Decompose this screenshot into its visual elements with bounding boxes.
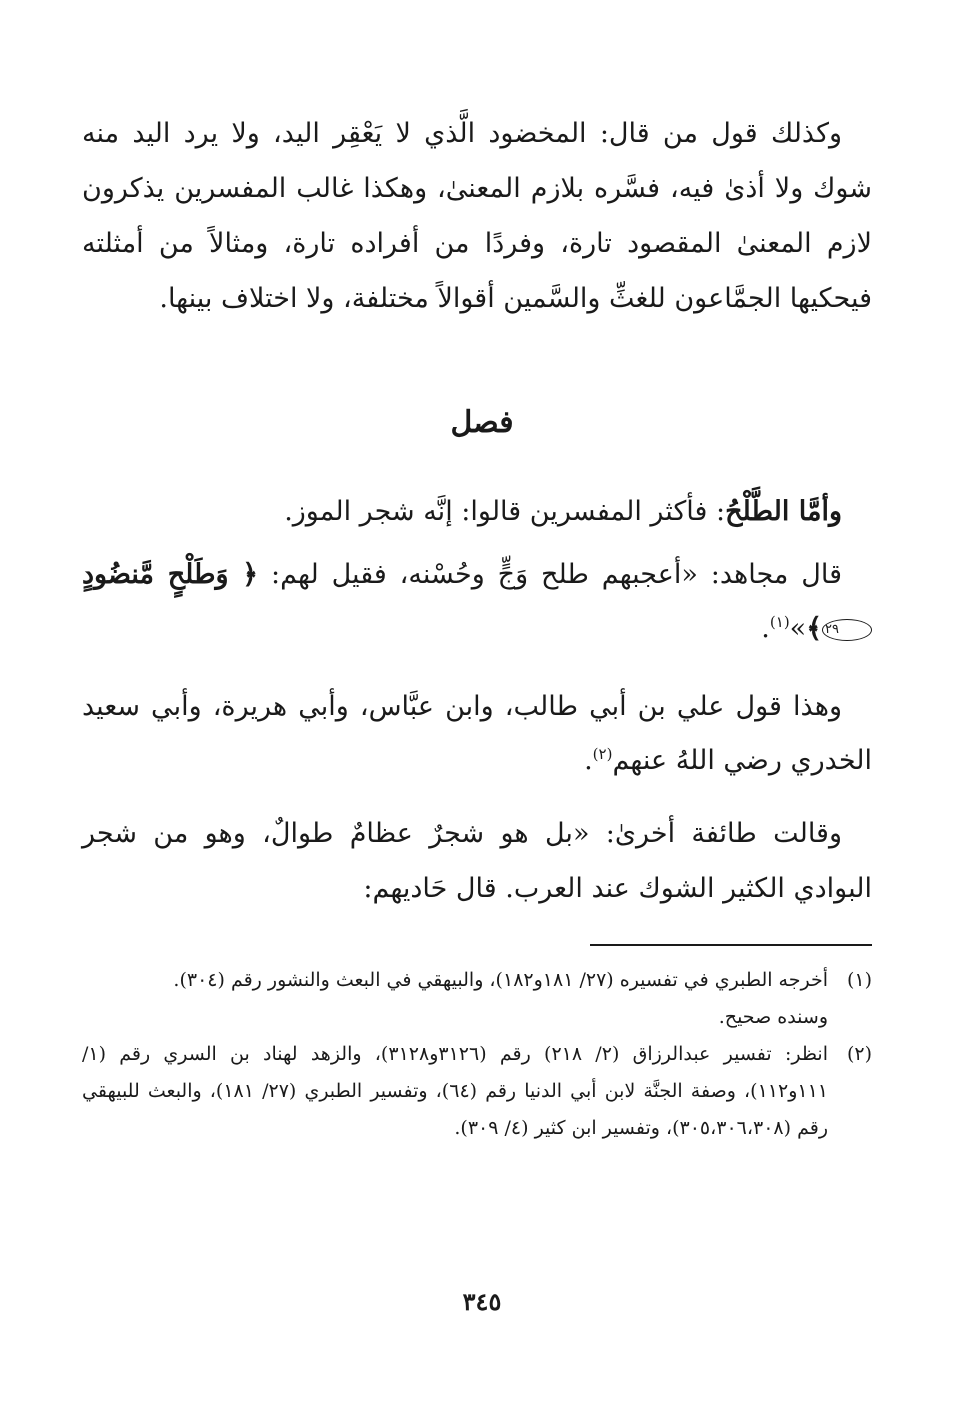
paragraph-4-end: . (584, 745, 593, 776)
footnote-1-number: (١) (846, 969, 872, 991)
footnotes-section (82, 962, 872, 1147)
footnote-ref-1[interactable]: (١) (769, 613, 790, 631)
section-heading: فصل (450, 405, 514, 440)
footnote-2-number: (٢) (846, 1043, 872, 1065)
body-paragraph-1: وكذلك قول من قال: المخضود الَّذي لا يَعْقِر اليد، ولا يرد اليد منه شوك ولا أذىٰ فيه، فسَّره بلازم المعنىٰ، وهكذا غالب المفسرين يذكرون لازم المعنىٰ المقصود تارة، وفردًا من أفراده تارة، ومثالاً من أمثلته فيحكيها الجمَّاعون للغثِّ والسَّمين أقوالاً مختلفة، ولا اختلاف بينها. (82, 118, 872, 314)
body-paragraph-5: وقالت طائفة أخرىٰ: «بل هو شجرٌ عظامٌ طوالٌ، وهو من شجر البوادي الكثير الشوك عند العرب. قال حَاديهم: (82, 818, 872, 904)
body-paragraph-3 (82, 548, 872, 656)
page-number: ٣٤٥ (462, 1287, 502, 1316)
quote-close: » (789, 613, 807, 644)
footnote-1-note: وسنده صحيح. (718, 1006, 828, 1028)
body-paragraph-4 (82, 680, 872, 788)
paragraph-4-text: وهذا قول علي بن أبي طالب، وابن عبَّاس، وأبي هريرة، وأبي سعيد الخدري رضي اللهُ عنهم (82, 691, 872, 776)
footnote-ref-2[interactable]: (٢) (592, 745, 613, 763)
body-paragraph-2 (82, 484, 872, 539)
footnote-separator (590, 944, 872, 946)
paragraph-3-end: . (761, 613, 770, 644)
footnote-1 (82, 962, 872, 999)
footnote-2 (82, 1036, 872, 1147)
quran-close-bracket: ﴾ (806, 613, 823, 644)
quran-verse: ﴿ وَطَلْحٍ مَّنضُودٍ (82, 559, 259, 590)
footnote-2-text: انظر: تفسير عبدالرزاق (٢/ ٢١٨) رقم (٣١٢٦و٣١٢٨)، والزهد لهناد بن السري رقم (١/ ١١١و١١٢)، وصفة الجنَّة لابن أبي الدنيا رقم (٦٤)، وتفسير الطبري (٢٧/ ١٨١)، والبعث للبيهقي رقم (٣٠٥،٣٠٦،٣٠٨)، وتفسير ابن كثير (٤/ ٣٠٩). (82, 1043, 828, 1139)
ayah-number-marker: ٢٩ (822, 619, 872, 641)
defined-term: وأمَّا الطَّلْحُ (725, 496, 842, 527)
footnote-1-text: أخرجه الطبري في تفسيره (٢٧/ ١٨١و١٨٢)، والبيهقي في البعث والنشور رقم (٣٠٤). (173, 969, 828, 991)
paragraph-2-text: : فأكثر المفسرين قالوا: إنَّه شجر الموز. (284, 496, 726, 527)
paragraph-3-text: قال مجاهد: «أعجبهم طلح وَجٍّ وحُسْنه، فقيل لهم: (258, 559, 842, 590)
